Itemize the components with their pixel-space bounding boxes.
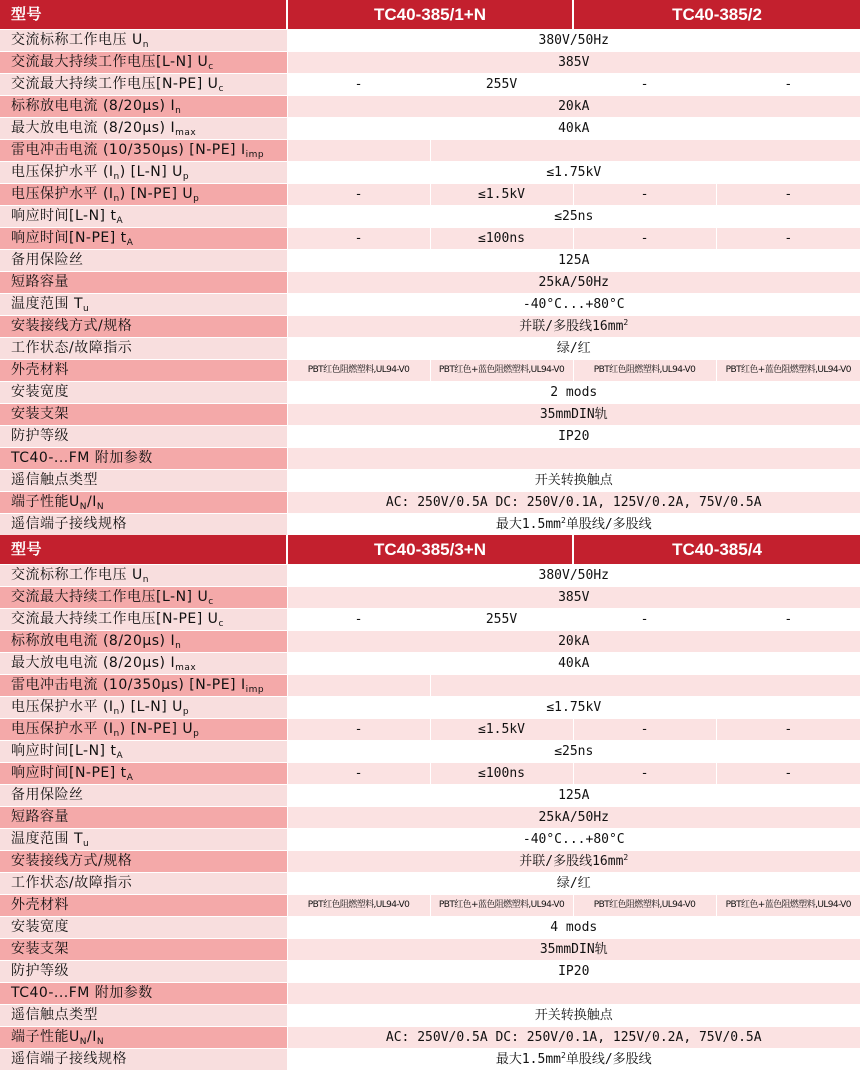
row-label: 外壳材料 <box>0 895 287 917</box>
row-value: 380V/50Hz <box>287 565 860 587</box>
model-header-label: 型号 <box>0 0 287 30</box>
cell-value: PBT红色+蓝色阻燃塑料,UL94-V0 <box>430 360 573 382</box>
row-value: 2 mods <box>287 382 860 404</box>
table-row <box>0 96 860 118</box>
row-label: 端子性能$U_N/I_N$ <box>0 492 287 514</box>
row-value: AC: 250V/0.5A DC: 250V/0.1A, 125V/0.2A, 75V/0.5A <box>287 1027 860 1049</box>
row-label: 备用保险丝 <box>0 250 287 272</box>
row-value: IP20 <box>287 961 860 983</box>
table-row <box>0 697 860 719</box>
row-value: 4 mods <box>287 917 860 939</box>
row-label: 最大放电电流 (8/20μs) $I_{max}$ <box>0 653 287 675</box>
row-label: TC40-...FM 附加参数 <box>0 983 287 1005</box>
model-name-b: TC40-385/4 <box>573 535 860 565</box>
cell-value: - <box>573 719 716 741</box>
cell-value <box>287 675 430 697</box>
cell-value <box>430 675 860 697</box>
row-label: 响应时间[L-N] $t_A$ <box>0 741 287 763</box>
row-label: 雷电冲击电流 (10/350μs) [N-PE] $I_{imp}$ <box>0 140 287 162</box>
table-row <box>0 763 860 785</box>
table-row <box>0 74 860 96</box>
table-row <box>0 1027 860 1049</box>
cell-value: PBT红色+蓝色阻燃塑料,UL94-V0 <box>716 360 860 382</box>
row-label: 交流最大持续工作电压[N-PE] $U_c$ <box>0 609 287 631</box>
row-value: 并联/多股线$16mm^2$ <box>287 316 860 338</box>
cell-value <box>430 140 860 162</box>
spec-table-2 <box>0 535 860 1070</box>
cell-value: ≤100ns <box>430 228 573 250</box>
row-value: 最大$1.5mm^2$单股线/多股线 <box>287 514 860 536</box>
row-label: 温度范围 $T_u$ <box>0 294 287 316</box>
row-value: ≤1.75kV <box>287 162 860 184</box>
table-row <box>0 785 860 807</box>
table-row <box>0 719 860 741</box>
table-row <box>0 939 860 961</box>
row-label: 电压保护水平 $(I_n)$ [N-PE] $U_p$ <box>0 719 287 741</box>
cell-value: - <box>287 609 430 631</box>
row-value: ≤1.75kV <box>287 697 860 719</box>
row-value: 绿/红 <box>287 873 860 895</box>
row-label: 短路容量 <box>0 272 287 294</box>
row-label: 安装支架 <box>0 404 287 426</box>
row-value: 385V <box>287 52 860 74</box>
cell-value: - <box>716 184 860 206</box>
row-label: 交流最大持续工作电压[N-PE] $U_c$ <box>0 74 287 96</box>
row-value: 25kA/50Hz <box>287 272 860 294</box>
table-row <box>0 565 860 587</box>
table-row <box>0 250 860 272</box>
table-row <box>0 653 860 675</box>
cell-value: - <box>716 763 860 785</box>
row-label: 交流最大持续工作电压[L-N] $U_c$ <box>0 52 287 74</box>
cell-value: PBT红色阻燃塑料,UL94-V0 <box>287 360 430 382</box>
table-row <box>0 1005 860 1027</box>
row-value: 开关转换触点 <box>287 1005 860 1027</box>
row-label: 防护等级 <box>0 426 287 448</box>
cell-value: - <box>573 74 716 96</box>
row-label: 雷电冲击电流 (10/350μs) [N-PE] $I_{imp}$ <box>0 675 287 697</box>
row-label: 防护等级 <box>0 961 287 983</box>
row-label: 安装宽度 <box>0 382 287 404</box>
row-label: 电压保护水平 $(I_n)$ [L-N] $U_p$ <box>0 162 287 184</box>
table-row <box>0 807 860 829</box>
table-row <box>0 118 860 140</box>
row-label: 温度范围 $T_u$ <box>0 829 287 851</box>
row-value <box>287 448 860 470</box>
model-name-a: TC40-385/3+N <box>287 535 573 565</box>
table-row <box>0 851 860 873</box>
row-value: 125A <box>287 250 860 272</box>
model-name-b: TC40-385/2 <box>573 0 860 30</box>
cell-value: 255V <box>430 609 573 631</box>
table-row <box>0 140 860 162</box>
row-label: 工作状态/故障指示 <box>0 338 287 360</box>
table-row <box>0 983 860 1005</box>
cell-value: - <box>573 609 716 631</box>
cell-value: PBT红色阻燃塑料,UL94-V0 <box>287 895 430 917</box>
row-label: 备用保险丝 <box>0 785 287 807</box>
row-label: 遥信触点类型 <box>0 470 287 492</box>
table-row <box>0 675 860 697</box>
row-value: 并联/多股线$16mm^2$ <box>287 851 860 873</box>
model-header-label: 型号 <box>0 535 287 565</box>
row-value: 125A <box>287 785 860 807</box>
cell-value: PBT红色阻燃塑料,UL94-V0 <box>573 360 716 382</box>
row-value: 35mmDIN轨 <box>287 939 860 961</box>
table-row <box>0 206 860 228</box>
row-value: 385V <box>287 587 860 609</box>
table-row <box>0 961 860 983</box>
table-header <box>0 535 860 565</box>
row-label: 最大放电电流 (8/20μs) $I_{max}$ <box>0 118 287 140</box>
cell-value: ≤1.5kV <box>430 719 573 741</box>
row-label: 安装支架 <box>0 939 287 961</box>
row-label: 安装接线方式/规格 <box>0 851 287 873</box>
table-row <box>0 1049 860 1070</box>
cell-value: - <box>573 228 716 250</box>
row-label: 交流标称工作电压 $U_n$ <box>0 30 287 52</box>
cell-value: PBT红色+蓝色阻燃塑料,UL94-V0 <box>430 895 573 917</box>
cell-value: PBT红色阻燃塑料,UL94-V0 <box>573 895 716 917</box>
model-name-a: TC40-385/1+N <box>287 0 573 30</box>
table-header <box>0 0 860 30</box>
table-row <box>0 895 860 917</box>
row-label: 安装宽度 <box>0 917 287 939</box>
row-label: 响应时间[N-PE] $t_A$ <box>0 763 287 785</box>
row-value: 20kA <box>287 631 860 653</box>
row-value: 380V/50Hz <box>287 30 860 52</box>
table-row <box>0 52 860 74</box>
cell-value: - <box>573 763 716 785</box>
row-value: 开关转换触点 <box>287 470 860 492</box>
table-row <box>0 184 860 206</box>
cell-value: - <box>287 228 430 250</box>
row-value: AC: 250V/0.5A DC: 250V/0.1A, 125V/0.2A, 75V/0.5A <box>287 492 860 514</box>
row-value <box>287 983 860 1005</box>
table-row <box>0 404 860 426</box>
table-row <box>0 30 860 52</box>
cell-value: - <box>287 719 430 741</box>
row-label: 工作状态/故障指示 <box>0 873 287 895</box>
table-row <box>0 338 860 360</box>
row-label: 交流最大持续工作电压[L-N] $U_c$ <box>0 587 287 609</box>
row-value: ≤25ns <box>287 741 860 763</box>
row-value: 25kA/50Hz <box>287 807 860 829</box>
table-row <box>0 272 860 294</box>
cell-value: - <box>287 74 430 96</box>
table-row <box>0 382 860 404</box>
table-row <box>0 426 860 448</box>
row-label: 电压保护水平 $(I_n)$ [N-PE] $U_p$ <box>0 184 287 206</box>
table-row <box>0 448 860 470</box>
row-value: -40°C...+80°C <box>287 829 860 851</box>
cell-value: ≤100ns <box>430 763 573 785</box>
row-label: 响应时间[L-N] $t_A$ <box>0 206 287 228</box>
cell-value <box>287 140 430 162</box>
cell-value: ≤1.5kV <box>430 184 573 206</box>
row-value: 40kA <box>287 118 860 140</box>
row-label: 安装接线方式/规格 <box>0 316 287 338</box>
row-label: 遥信触点类型 <box>0 1005 287 1027</box>
row-label: 响应时间[N-PE] $t_A$ <box>0 228 287 250</box>
table-row <box>0 162 860 184</box>
table-row <box>0 470 860 492</box>
row-value: 40kA <box>287 653 860 675</box>
cell-value: - <box>716 609 860 631</box>
row-label: TC40-...FM 附加参数 <box>0 448 287 470</box>
row-label: 电压保护水平 $(I_n)$ [L-N] $U_p$ <box>0 697 287 719</box>
cell-value: - <box>287 763 430 785</box>
cell-value: - <box>716 719 860 741</box>
row-value: IP20 <box>287 426 860 448</box>
table-row <box>0 609 860 631</box>
row-value: 绿/红 <box>287 338 860 360</box>
row-label: 标称放电电流 (8/20μs) $I_n$ <box>0 96 287 118</box>
cell-value: 255V <box>430 74 573 96</box>
row-label: 遥信端子接线规格 <box>0 1049 287 1070</box>
table-row <box>0 360 860 382</box>
cell-value: - <box>287 184 430 206</box>
table-row <box>0 587 860 609</box>
table-row <box>0 631 860 653</box>
cell-value: - <box>716 228 860 250</box>
row-label: 标称放电电流 (8/20μs) $I_n$ <box>0 631 287 653</box>
row-label: 交流标称工作电压 $U_n$ <box>0 565 287 587</box>
row-value: -40°C...+80°C <box>287 294 860 316</box>
row-label: 短路容量 <box>0 807 287 829</box>
table-row <box>0 917 860 939</box>
table-row <box>0 228 860 250</box>
row-value: 20kA <box>287 96 860 118</box>
row-value: 35mmDIN轨 <box>287 404 860 426</box>
table-row <box>0 741 860 763</box>
row-value: 最大$1.5mm^2$单股线/多股线 <box>287 1049 860 1070</box>
table-row <box>0 316 860 338</box>
row-value: ≤25ns <box>287 206 860 228</box>
table-row <box>0 294 860 316</box>
table-row <box>0 829 860 851</box>
cell-value: PBT红色+蓝色阻燃塑料,UL94-V0 <box>716 895 860 917</box>
cell-value: - <box>573 184 716 206</box>
row-label: 端子性能$U_N/I_N$ <box>0 1027 287 1049</box>
table-row <box>0 873 860 895</box>
row-label: 遥信端子接线规格 <box>0 514 287 536</box>
table-row <box>0 492 860 514</box>
cell-value: - <box>716 74 860 96</box>
row-label: 外壳材料 <box>0 360 287 382</box>
table-row <box>0 514 860 536</box>
